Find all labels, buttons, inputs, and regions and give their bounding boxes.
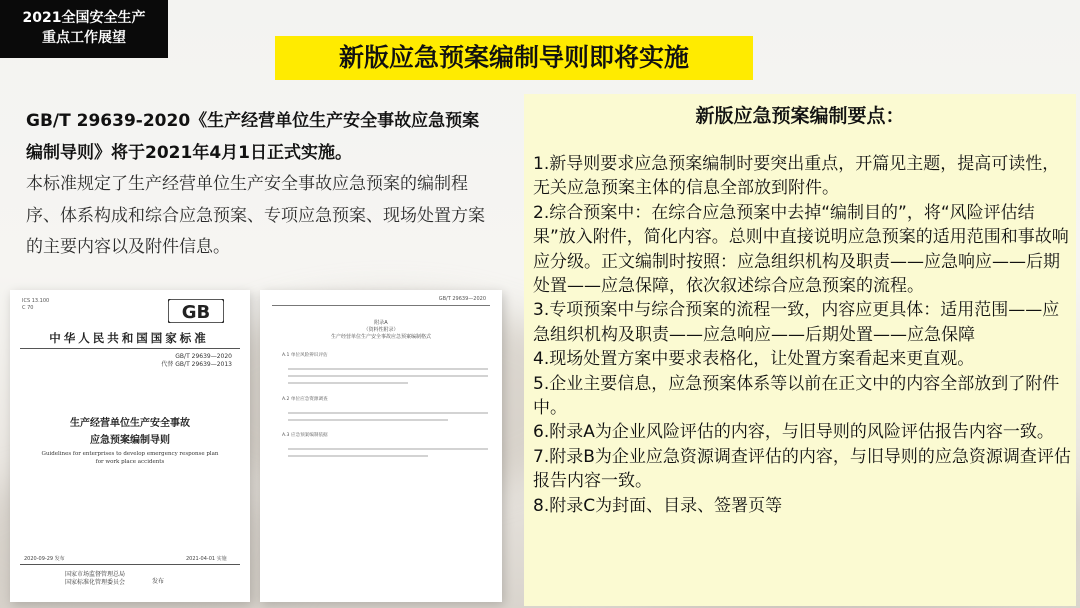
page-text-line <box>288 412 488 414</box>
page-section-1: A.1 单位风险辨识评估 <box>282 353 328 358</box>
page-caption-1: 附录A <box>374 320 388 326</box>
standard-cover-image <box>10 290 250 602</box>
page-text-line <box>288 368 488 370</box>
page-text-line <box>288 419 448 421</box>
cover-title-en: Guidelines for enterprises to develop emergency response plan for work place accidents <box>41 451 219 465</box>
cover-title-line1: 生产经营单位生产安全事故 <box>70 418 190 429</box>
key-point: 6.附录A为企业风险评估的内容，与旧导则的风险评估报告内容一致。 <box>533 422 1054 443</box>
key-point: 1.新导则要求应急预案编制时要突出重点，开篇见主题，提高可读性，无关应急预案主体的信息全部放到附件。 <box>533 154 1060 199</box>
badge-line1: 2021全国安全生产 <box>22 10 146 26</box>
page-header: GB/T 29639—2020 <box>438 296 486 302</box>
gb-logo-text: GB <box>181 302 211 323</box>
intro-normal-text: 本标准规定了生产经营单位生产安全事故应急预案的编制程序、体系构成和综合应急预案、专项应急预案、现场处置方案的主要内容以及附件信息。 <box>26 174 485 257</box>
page-text-line <box>288 448 488 450</box>
page-section-2: A.2 单位应急资源调查 <box>282 397 328 402</box>
cover-rule-top <box>20 348 240 349</box>
page-caption-2: （资料性附录） <box>363 327 399 333</box>
key-point: 7.附录B为企业应急资源调查评估的内容，与旧导则的应急资源调查评估报告内容一致。 <box>533 446 1071 492</box>
cover-std-number <box>161 353 232 369</box>
cover-std-no: GB/T 29639—2020 <box>175 353 232 360</box>
cover-ccs: C 70 <box>22 305 34 311</box>
cover-effective-date: 2021-04-01 实施 <box>186 556 227 562</box>
key-points-panel <box>524 94 1076 606</box>
corner-badge <box>0 0 168 58</box>
key-point: 4.现场处置方案中要求表格化，让处置方案看起来更直观。 <box>533 349 975 370</box>
cover-org: 中华人民共和国国家标准 <box>49 331 209 345</box>
cover-issuer <box>65 571 125 587</box>
cover-issuer2: 国家标准化管理委员会 <box>65 579 126 586</box>
badge-line2: 重点工作展望 <box>42 30 126 46</box>
page-text-line <box>288 455 428 457</box>
cover-title <box>24 415 236 449</box>
slide-title: 新版应急预案编制导则即将实施 <box>275 36 753 80</box>
page-text-line <box>288 375 488 377</box>
cover-issuer1: 国家市场监督管理总局 <box>65 571 126 578</box>
key-point: 5.企业主要信息，应急预案体系等以前在正文中的内容全部放到了附件中。 <box>533 373 1060 419</box>
cover-replaces: 代替 GB/T 29639—2013 <box>161 361 232 368</box>
intro-bold-text: GB/T 29639-2020《生产经营单位生产安全事故应急预案编制导则》将于2021年4月1日正式实施。 <box>26 111 480 163</box>
key-point: 3.专项预案中与综合预案的流程一致，内容应更具体：适用范围——应急组织机构及职责——应急响应——后期处置——应急保障 <box>533 300 1060 345</box>
page-header-rule <box>272 305 490 306</box>
cover-rule-bottom <box>20 564 240 565</box>
cover-ics: ICS 13.100 <box>22 298 50 304</box>
gb-logo-icon <box>168 299 224 323</box>
intro-text <box>26 106 496 264</box>
page-text-line <box>288 382 408 384</box>
key-points-list <box>533 152 1071 518</box>
page-section-3: A.3 应急预案编制依据 <box>282 433 328 438</box>
cover-issue-word: 发布 <box>152 578 165 585</box>
cover-publish-date: 2020-09-29 发布 <box>24 556 65 562</box>
standard-page-image <box>260 290 502 602</box>
key-point: 8.附录C为封面、目录、签署页等 <box>533 495 783 516</box>
cover-title-line2: 应急预案编制导则 <box>90 435 170 446</box>
page-caption-3: 生产经营单位生产安全事故应急预案编制格式 <box>330 334 431 340</box>
panel-title: 新版应急预案编制要点： <box>695 105 905 127</box>
key-point: 2.综合预案中：在综合应急预案中去掉“编制目的”，将“风险评估结果”放入附件，简化内容。总则中直接说明应急预案的适用范围和事故响应分级。正文编制时按照：应急组织机构及职责——应急响应——后期处置——应急保障，依次叙述综合应急预案的流程。 <box>533 202 1069 297</box>
